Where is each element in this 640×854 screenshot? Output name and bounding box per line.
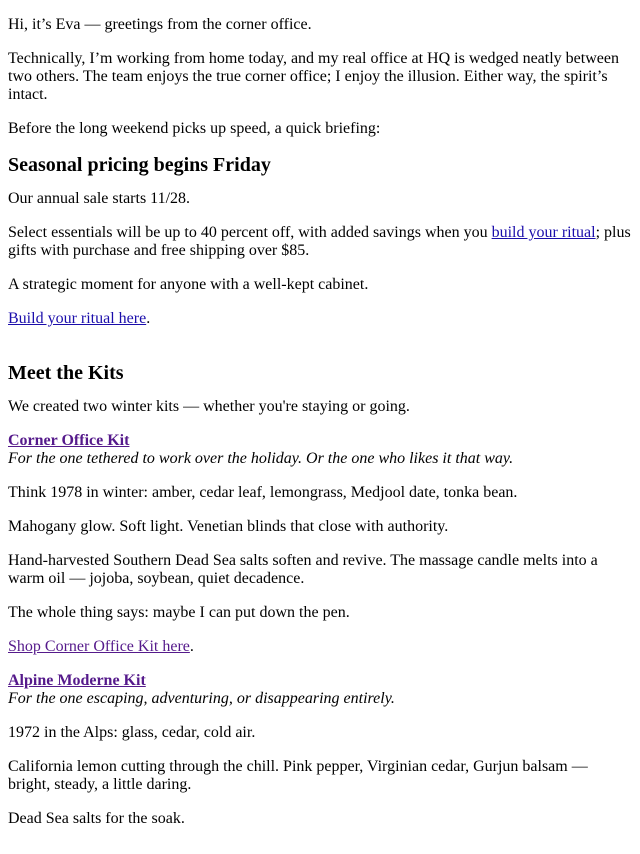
ritual-cta-period: . <box>146 310 151 327</box>
pricing-heading: Seasonal pricing begins Friday <box>8 154 271 176</box>
alpine-paragraph-3: Dead Sea salts for the soak. <box>8 810 185 827</box>
sale-start-text: Our annual sale starts 11/28. <box>8 190 191 207</box>
alpine-paragraph-1: 1972 in the Alps: glass, cedar, cold air. <box>8 724 256 741</box>
kits-heading: Meet the Kits <box>8 362 124 384</box>
pricing-details-before: Select essentials will be up to 40 percent off, with added savings when you <box>8 224 492 241</box>
briefing-text: Before the long weekend picks up speed, a quick briefing: <box>8 120 381 137</box>
pricing-details-after: ; plus gifts with purchase and free shipping over $85. <box>8 224 631 259</box>
intro-paragraph: Technically, I’m working from home today, and my real office at HQ is wedged neatly between two others. The team enjoys the true corner office; I enjoy the illusion. Either way, the spirit’s intact. <box>8 50 619 103</box>
corner-office-paragraph-1: Think 1978 in winter: amber, cedar leaf, lemongrass, Medjool date, tonka bean. <box>8 484 518 501</box>
strategic-text: A strategic moment for anyone with a well-kept cabinet. <box>8 276 369 293</box>
alpine-moderne-kit-header <box>8 672 632 708</box>
alpine-moderne-kit-tagline: For the one escaping, adventuring, or disappearing entirely. <box>8 690 395 707</box>
build-ritual-here-link[interactable]: Build your ritual here <box>8 310 147 327</box>
kits-intro: We created two winter kits — whether you're staying or going. <box>8 398 410 415</box>
corner-office-kit-tagline: For the one tethered to work over the holiday. Or the one who likes it that way. <box>8 450 514 467</box>
corner-office-kit-header <box>8 432 632 468</box>
corner-office-paragraph-4: The whole thing says: maybe I can put down the pen. <box>8 604 350 621</box>
corner-office-paragraph-2: Mahogany glow. Soft light. Venetian blinds that close with authority. <box>8 518 449 535</box>
corner-office-kit-title-link[interactable]: Corner Office Kit <box>8 432 130 449</box>
corner-office-paragraph-3: Hand-harvested Southern Dead Sea salts soften and revive. The massage candle melts into a warm oil — jojoba, soybean, quiet decadence. <box>8 552 598 587</box>
build-your-ritual-link[interactable]: build your ritual <box>491 224 596 241</box>
shop-corner-office-kit-link[interactable]: Shop Corner Office Kit here <box>8 638 190 655</box>
corner-office-shop-cta <box>8 638 632 656</box>
greeting-text: Hi, it’s Eva — greetings from the corner office. <box>8 16 312 33</box>
alpine-paragraph-2: California lemon cutting through the chill. Pink pepper, Virginian cedar, Gurjun balsam — bright, steady, a little daring. <box>8 758 588 793</box>
corner-office-shop-period: . <box>189 638 194 655</box>
ritual-cta <box>8 310 632 328</box>
pricing-details <box>8 224 632 260</box>
alpine-moderne-kit-title-link[interactable]: Alpine Moderne Kit <box>8 672 146 689</box>
